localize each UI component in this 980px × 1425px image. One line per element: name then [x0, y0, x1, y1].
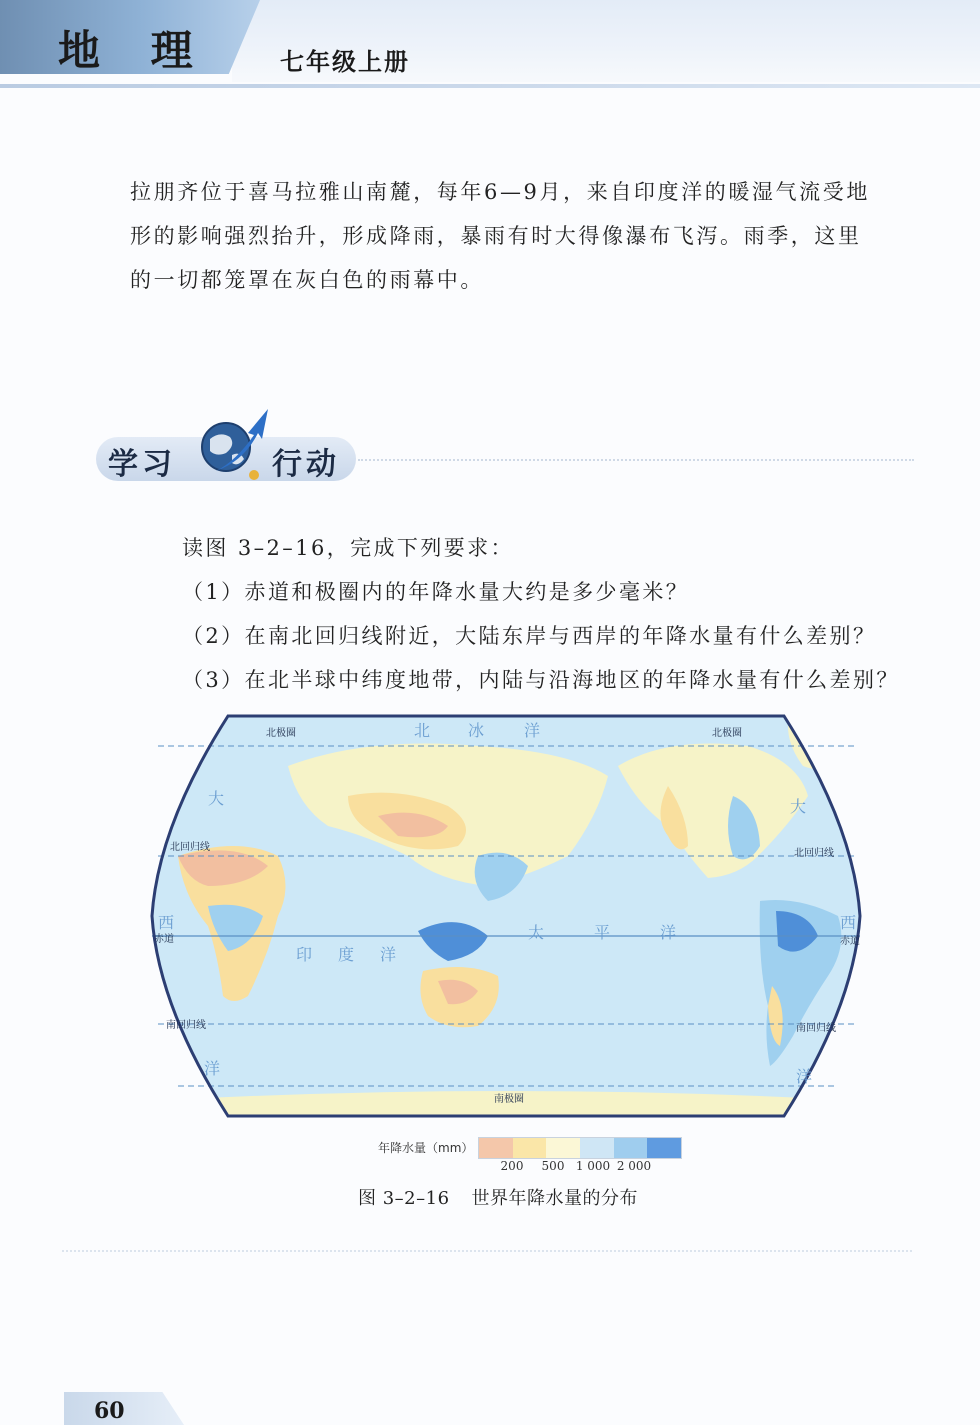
atlantic-right-char: 西	[840, 913, 857, 932]
grade-title: 七年级上册	[280, 48, 410, 76]
question-item: （3）在北半球中纬度地带，内陆与沿海地区的年降水量有什么差别？	[182, 668, 900, 692]
label-antarctic-circle: 南极圈	[494, 1094, 524, 1105]
legend-swatch	[647, 1138, 681, 1158]
label-equator-right: 赤道	[840, 936, 860, 947]
label-arctic-circle-left: 北极圈	[266, 728, 296, 739]
legend-swatch	[513, 1138, 547, 1158]
intro-line: 形的影响强烈抬升，形成降雨，暴雨有时大得像瀑布飞泻。雨季，这里	[130, 224, 862, 248]
legend-label: 年降水量（mm）	[378, 1141, 474, 1155]
label-tropic-capricorn-left: 南回归线	[166, 1020, 206, 1031]
pacific-ocean-char: 洋	[660, 923, 677, 942]
atlantic-left-char: 西	[158, 913, 175, 932]
legend-swatch	[479, 1138, 513, 1158]
arctic-ocean-char: 北	[414, 721, 431, 740]
legend-tick: 500	[541, 1159, 565, 1173]
atlantic-right-char: 洋	[796, 1067, 813, 1086]
subject-title: 地 理	[58, 26, 211, 75]
figure-number: 图 3–2–16	[358, 1188, 450, 1209]
intro-paragraph	[130, 170, 890, 302]
atlantic-right-char: 大	[790, 797, 807, 816]
label-tropic-cancer-right: 北回归线	[794, 848, 834, 859]
legend-tick: 1 000	[575, 1159, 611, 1173]
label-tropic-capricorn-right: 南回归线	[796, 1023, 836, 1034]
globe-arrow-icon	[196, 395, 276, 485]
header-rule	[0, 84, 980, 88]
arctic-ocean-char: 冰	[468, 721, 485, 740]
label-tropic-cancer-left: 北回归线	[170, 842, 210, 853]
intro-line: 拉朋齐位于喜马拉雅山南麓，每年6—9月，来自印度洋的暖湿气流受地	[130, 180, 870, 204]
atlantic-left-char: 大	[208, 789, 225, 808]
atlantic-left-char: 洋	[204, 1059, 221, 1078]
page-header	[0, 0, 980, 100]
question-list	[182, 528, 902, 704]
question-item: （2）在南北回归线附近，大陆东岸与西岸的年降水量有什么差别？	[182, 624, 877, 648]
legend-color-bar	[478, 1137, 682, 1159]
legend-swatch	[580, 1138, 614, 1158]
badge-dotted-rule	[358, 459, 914, 461]
indian-ocean-char: 印	[296, 945, 313, 964]
pacific-ocean-char: 平	[594, 923, 611, 942]
intro-line: 的一切都笼罩在灰白色的雨幕中。	[130, 268, 484, 292]
label-arctic-circle-right: 北极圈	[712, 728, 742, 739]
pacific-ocean-char: 太	[528, 923, 545, 942]
page-number: 60	[94, 1398, 125, 1424]
question-item: （1）赤道和极圈内的年降水量大约是多少毫米？	[182, 580, 690, 604]
section-title-learn: 学习	[108, 447, 176, 482]
indian-ocean-char: 洋	[380, 945, 397, 964]
arctic-ocean-char: 洋	[524, 721, 541, 740]
legend-tick: 2 000	[616, 1159, 652, 1173]
legend-tick: 200	[500, 1159, 524, 1173]
label-equator-left: 赤道	[154, 934, 174, 945]
figure-title: 世界年降水量的分布	[471, 1188, 639, 1209]
indian-ocean-char: 度	[338, 945, 355, 964]
section-title-act: 行动	[272, 447, 340, 482]
legend-swatch	[546, 1138, 580, 1158]
legend-swatch	[614, 1138, 648, 1158]
question-lead: 读图 3–2–16，完成下列要求：	[182, 536, 514, 560]
figure-caption	[358, 1184, 638, 1210]
legend-ticks	[478, 1159, 718, 1175]
world-precipitation-map	[148, 706, 864, 1126]
precipitation-legend	[360, 1135, 700, 1175]
footer-dotted-rule	[62, 1250, 912, 1252]
section-badge	[96, 395, 916, 495]
